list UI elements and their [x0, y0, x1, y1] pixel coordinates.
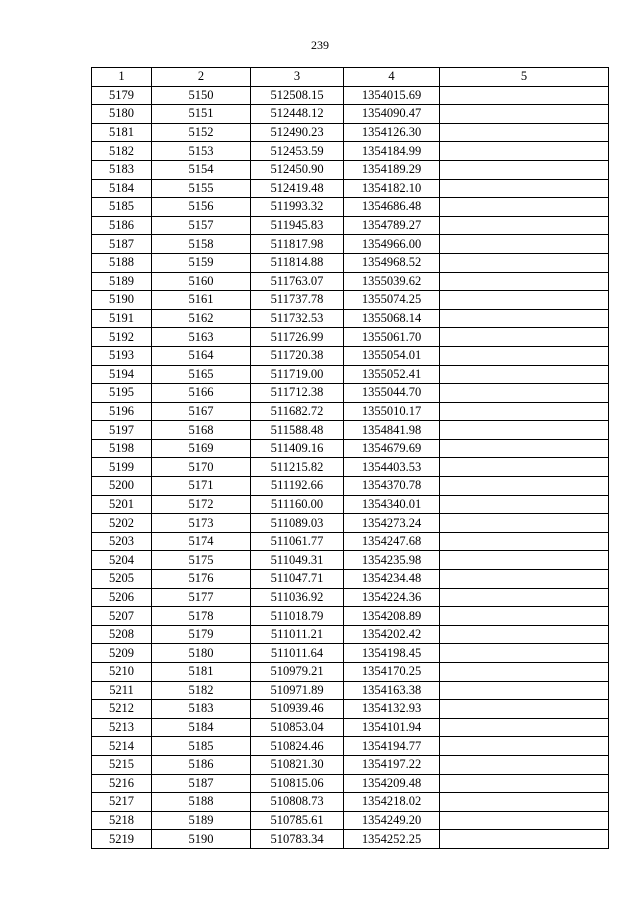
x-coordinate-cell: 511160.00 — [251, 495, 344, 514]
row-number-cell: 5217 — [92, 793, 152, 812]
row-number-cell: 5185 — [92, 198, 152, 217]
table-row — [92, 346, 609, 365]
point-number-cell: 5168 — [152, 421, 251, 440]
row-number-cell: 5209 — [92, 644, 152, 663]
y-coordinate-cell: 1355039.62 — [344, 272, 440, 291]
row-number-cell: 5203 — [92, 532, 152, 551]
row-number-cell: 5193 — [92, 346, 152, 365]
table-row — [92, 607, 609, 626]
table-row — [92, 142, 609, 161]
point-number-cell: 5161 — [152, 291, 251, 310]
note-cell — [440, 365, 609, 384]
table-row — [92, 291, 609, 310]
table-row — [92, 477, 609, 496]
table-row — [92, 774, 609, 793]
x-coordinate-cell: 511712.38 — [251, 384, 344, 403]
x-coordinate-cell: 510853.04 — [251, 718, 344, 737]
x-coordinate-cell: 511215.82 — [251, 458, 344, 477]
row-number-cell: 5207 — [92, 607, 152, 626]
y-coordinate-cell: 1355074.25 — [344, 291, 440, 310]
point-number-cell: 5167 — [152, 402, 251, 421]
table-row — [92, 700, 609, 719]
coordinates-table — [91, 67, 609, 849]
y-coordinate-cell: 1354209.48 — [344, 774, 440, 793]
table-row — [92, 402, 609, 421]
y-coordinate-cell: 1354966.00 — [344, 235, 440, 254]
x-coordinate-cell: 511732.53 — [251, 309, 344, 328]
x-coordinate-cell: 511737.78 — [251, 291, 344, 310]
row-number-cell: 5179 — [92, 86, 152, 105]
row-number-cell: 5219 — [92, 830, 152, 849]
y-coordinate-cell: 1354273.24 — [344, 514, 440, 533]
y-coordinate-cell: 1354163.38 — [344, 681, 440, 700]
y-coordinate-cell: 1354132.93 — [344, 700, 440, 719]
table-row — [92, 328, 609, 347]
note-cell — [440, 291, 609, 310]
y-coordinate-cell: 1354198.45 — [344, 644, 440, 663]
row-number-cell: 5202 — [92, 514, 152, 533]
y-coordinate-cell: 1354340.01 — [344, 495, 440, 514]
y-coordinate-cell: 1354234.48 — [344, 570, 440, 589]
point-number-cell: 5163 — [152, 328, 251, 347]
point-number-cell: 5155 — [152, 179, 251, 198]
x-coordinate-cell: 510971.89 — [251, 681, 344, 700]
y-coordinate-cell: 1354403.53 — [344, 458, 440, 477]
row-number-cell: 5186 — [92, 216, 152, 235]
x-coordinate-cell: 510824.46 — [251, 737, 344, 756]
row-number-cell: 5198 — [92, 439, 152, 458]
y-coordinate-cell: 1355052.41 — [344, 365, 440, 384]
point-number-cell: 5150 — [152, 86, 251, 105]
point-number-cell: 5190 — [152, 830, 251, 849]
y-coordinate-cell: 1354189.29 — [344, 160, 440, 179]
point-number-cell: 5177 — [152, 588, 251, 607]
note-cell — [440, 718, 609, 737]
point-number-cell: 5157 — [152, 216, 251, 235]
row-number-cell: 5197 — [92, 421, 152, 440]
note-cell — [440, 644, 609, 663]
table-row — [92, 830, 609, 849]
x-coordinate-cell: 511089.03 — [251, 514, 344, 533]
y-coordinate-cell: 1354182.10 — [344, 179, 440, 198]
note-cell — [440, 346, 609, 365]
point-number-cell: 5178 — [152, 607, 251, 626]
column-header-3: 3 — [251, 68, 344, 87]
x-coordinate-cell: 512448.12 — [251, 105, 344, 124]
note-cell — [440, 811, 609, 830]
table-row — [92, 179, 609, 198]
note-cell — [440, 384, 609, 403]
x-coordinate-cell: 511047.71 — [251, 570, 344, 589]
row-number-cell: 5204 — [92, 551, 152, 570]
point-number-cell: 5188 — [152, 793, 251, 812]
column-header-1: 1 — [92, 68, 152, 87]
y-coordinate-cell: 1354252.25 — [344, 830, 440, 849]
point-number-cell: 5189 — [152, 811, 251, 830]
table-row — [92, 663, 609, 682]
row-number-cell: 5190 — [92, 291, 152, 310]
column-header-2: 2 — [152, 68, 251, 87]
note-cell — [440, 458, 609, 477]
point-number-cell: 5152 — [152, 123, 251, 142]
x-coordinate-cell: 511011.64 — [251, 644, 344, 663]
x-coordinate-cell: 511036.92 — [251, 588, 344, 607]
x-coordinate-cell: 511814.88 — [251, 253, 344, 272]
point-number-cell: 5175 — [152, 551, 251, 570]
row-number-cell: 5196 — [92, 402, 152, 421]
x-coordinate-cell: 511719.00 — [251, 365, 344, 384]
row-number-cell: 5183 — [92, 160, 152, 179]
table-row — [92, 105, 609, 124]
note-cell — [440, 402, 609, 421]
table-row — [92, 253, 609, 272]
point-number-cell: 5171 — [152, 477, 251, 496]
point-number-cell: 5156 — [152, 198, 251, 217]
note-cell — [440, 439, 609, 458]
note-cell — [440, 514, 609, 533]
note-cell — [440, 253, 609, 272]
table-row — [92, 755, 609, 774]
table-row — [92, 160, 609, 179]
row-number-cell: 5188 — [92, 253, 152, 272]
y-coordinate-cell: 1354370.78 — [344, 477, 440, 496]
row-number-cell: 5206 — [92, 588, 152, 607]
y-coordinate-cell: 1355054.01 — [344, 346, 440, 365]
point-number-cell: 5169 — [152, 439, 251, 458]
x-coordinate-cell: 511011.21 — [251, 625, 344, 644]
point-number-cell: 5185 — [152, 737, 251, 756]
y-coordinate-cell: 1354968.52 — [344, 253, 440, 272]
x-coordinate-cell: 512450.90 — [251, 160, 344, 179]
y-coordinate-cell: 1355068.14 — [344, 309, 440, 328]
table-row — [92, 681, 609, 700]
point-number-cell: 5172 — [152, 495, 251, 514]
table-row — [92, 365, 609, 384]
x-coordinate-cell: 511720.38 — [251, 346, 344, 365]
y-coordinate-cell: 1354789.27 — [344, 216, 440, 235]
x-coordinate-cell: 511763.07 — [251, 272, 344, 291]
note-cell — [440, 532, 609, 551]
note-cell — [440, 86, 609, 105]
y-coordinate-cell: 1354235.98 — [344, 551, 440, 570]
row-number-cell: 5181 — [92, 123, 152, 142]
table-header-row — [92, 68, 609, 87]
note-cell — [440, 235, 609, 254]
note-cell — [440, 830, 609, 849]
y-coordinate-cell: 1355010.17 — [344, 402, 440, 421]
note-cell — [440, 216, 609, 235]
table-row — [92, 235, 609, 254]
row-number-cell: 5213 — [92, 718, 152, 737]
point-number-cell: 5166 — [152, 384, 251, 403]
note-cell — [440, 663, 609, 682]
x-coordinate-cell: 511409.16 — [251, 439, 344, 458]
table-row — [92, 458, 609, 477]
point-number-cell: 5176 — [152, 570, 251, 589]
row-number-cell: 5211 — [92, 681, 152, 700]
x-coordinate-cell: 511993.32 — [251, 198, 344, 217]
row-number-cell: 5199 — [92, 458, 152, 477]
row-number-cell: 5189 — [92, 272, 152, 291]
y-coordinate-cell: 1354170.25 — [344, 663, 440, 682]
row-number-cell: 5187 — [92, 235, 152, 254]
point-number-cell: 5179 — [152, 625, 251, 644]
note-cell — [440, 105, 609, 124]
note-cell — [440, 588, 609, 607]
table-row — [92, 644, 609, 663]
point-number-cell: 5184 — [152, 718, 251, 737]
table-body — [92, 86, 609, 848]
note-cell — [440, 272, 609, 291]
y-coordinate-cell: 1354841.98 — [344, 421, 440, 440]
row-number-cell: 5205 — [92, 570, 152, 589]
point-number-cell: 5173 — [152, 514, 251, 533]
note-cell — [440, 700, 609, 719]
point-number-cell: 5165 — [152, 365, 251, 384]
x-coordinate-cell: 511682.72 — [251, 402, 344, 421]
point-number-cell: 5153 — [152, 142, 251, 161]
x-coordinate-cell: 512508.15 — [251, 86, 344, 105]
table-row — [92, 384, 609, 403]
table-row — [92, 625, 609, 644]
row-number-cell: 5212 — [92, 700, 152, 719]
table-row — [92, 439, 609, 458]
x-coordinate-cell: 510939.46 — [251, 700, 344, 719]
row-number-cell: 5191 — [92, 309, 152, 328]
point-number-cell: 5154 — [152, 160, 251, 179]
x-coordinate-cell: 511588.48 — [251, 421, 344, 440]
note-cell — [440, 495, 609, 514]
y-coordinate-cell: 1354247.68 — [344, 532, 440, 551]
note-cell — [440, 551, 609, 570]
note-cell — [440, 328, 609, 347]
y-coordinate-cell: 1355061.70 — [344, 328, 440, 347]
x-coordinate-cell: 512419.48 — [251, 179, 344, 198]
note-cell — [440, 625, 609, 644]
note-cell — [440, 179, 609, 198]
y-coordinate-cell: 1354126.30 — [344, 123, 440, 142]
row-number-cell: 5218 — [92, 811, 152, 830]
y-coordinate-cell: 1354208.89 — [344, 607, 440, 626]
table-row — [92, 551, 609, 570]
point-number-cell: 5158 — [152, 235, 251, 254]
x-coordinate-cell: 512453.59 — [251, 142, 344, 161]
x-coordinate-cell: 511817.98 — [251, 235, 344, 254]
table-row — [92, 86, 609, 105]
row-number-cell: 5201 — [92, 495, 152, 514]
table-row — [92, 421, 609, 440]
y-coordinate-cell: 1354218.02 — [344, 793, 440, 812]
row-number-cell: 5194 — [92, 365, 152, 384]
y-coordinate-cell: 1355044.70 — [344, 384, 440, 403]
row-number-cell: 5210 — [92, 663, 152, 682]
column-header-5: 5 — [440, 68, 609, 87]
point-number-cell: 5181 — [152, 663, 251, 682]
x-coordinate-cell: 510785.61 — [251, 811, 344, 830]
page-number: 239 — [311, 38, 329, 52]
row-number-cell: 5215 — [92, 755, 152, 774]
y-coordinate-cell: 1354194.77 — [344, 737, 440, 756]
table-row — [92, 718, 609, 737]
y-coordinate-cell: 1354679.69 — [344, 439, 440, 458]
row-number-cell: 5195 — [92, 384, 152, 403]
note-cell — [440, 737, 609, 756]
row-number-cell: 5216 — [92, 774, 152, 793]
y-coordinate-cell: 1354224.36 — [344, 588, 440, 607]
table-row — [92, 198, 609, 217]
point-number-cell: 5180 — [152, 644, 251, 663]
table-row — [92, 309, 609, 328]
point-number-cell: 5162 — [152, 309, 251, 328]
table-row — [92, 811, 609, 830]
note-cell — [440, 123, 609, 142]
table-row — [92, 495, 609, 514]
x-coordinate-cell: 510821.30 — [251, 755, 344, 774]
row-number-cell: 5192 — [92, 328, 152, 347]
point-number-cell: 5170 — [152, 458, 251, 477]
note-cell — [440, 477, 609, 496]
row-number-cell: 5208 — [92, 625, 152, 644]
x-coordinate-cell: 511061.77 — [251, 532, 344, 551]
table-row — [92, 123, 609, 142]
note-cell — [440, 142, 609, 161]
x-coordinate-cell: 510815.06 — [251, 774, 344, 793]
table-row — [92, 532, 609, 551]
column-header-4: 4 — [344, 68, 440, 87]
note-cell — [440, 681, 609, 700]
note-cell — [440, 309, 609, 328]
note-cell — [440, 774, 609, 793]
table-row — [92, 588, 609, 607]
x-coordinate-cell: 510979.21 — [251, 663, 344, 682]
y-coordinate-cell: 1354184.99 — [344, 142, 440, 161]
note-cell — [440, 755, 609, 774]
x-coordinate-cell: 511945.83 — [251, 216, 344, 235]
point-number-cell: 5151 — [152, 105, 251, 124]
x-coordinate-cell: 511049.31 — [251, 551, 344, 570]
y-coordinate-cell: 1354101.94 — [344, 718, 440, 737]
x-coordinate-cell: 511726.99 — [251, 328, 344, 347]
table-row — [92, 514, 609, 533]
y-coordinate-cell: 1354090.47 — [344, 105, 440, 124]
table-row — [92, 737, 609, 756]
x-coordinate-cell: 512490.23 — [251, 123, 344, 142]
point-number-cell: 5186 — [152, 755, 251, 774]
y-coordinate-cell: 1354202.42 — [344, 625, 440, 644]
note-cell — [440, 570, 609, 589]
table-row — [92, 793, 609, 812]
note-cell — [440, 607, 609, 626]
note-cell — [440, 160, 609, 179]
point-number-cell: 5182 — [152, 681, 251, 700]
x-coordinate-cell: 511192.66 — [251, 477, 344, 496]
row-number-cell: 5184 — [92, 179, 152, 198]
row-number-cell: 5214 — [92, 737, 152, 756]
point-number-cell: 5187 — [152, 774, 251, 793]
y-coordinate-cell: 1354249.20 — [344, 811, 440, 830]
row-number-cell: 5200 — [92, 477, 152, 496]
note-cell — [440, 421, 609, 440]
y-coordinate-cell: 1354015.69 — [344, 86, 440, 105]
point-number-cell: 5164 — [152, 346, 251, 365]
y-coordinate-cell: 1354686.48 — [344, 198, 440, 217]
table-row — [92, 272, 609, 291]
y-coordinate-cell: 1354197.22 — [344, 755, 440, 774]
point-number-cell: 5160 — [152, 272, 251, 291]
x-coordinate-cell: 510808.73 — [251, 793, 344, 812]
x-coordinate-cell: 511018.79 — [251, 607, 344, 626]
table-row — [92, 570, 609, 589]
table-row — [92, 216, 609, 235]
note-cell — [440, 198, 609, 217]
x-coordinate-cell: 510783.34 — [251, 830, 344, 849]
row-number-cell: 5180 — [92, 105, 152, 124]
note-cell — [440, 793, 609, 812]
point-number-cell: 5174 — [152, 532, 251, 551]
point-number-cell: 5159 — [152, 253, 251, 272]
row-number-cell: 5182 — [92, 142, 152, 161]
point-number-cell: 5183 — [152, 700, 251, 719]
